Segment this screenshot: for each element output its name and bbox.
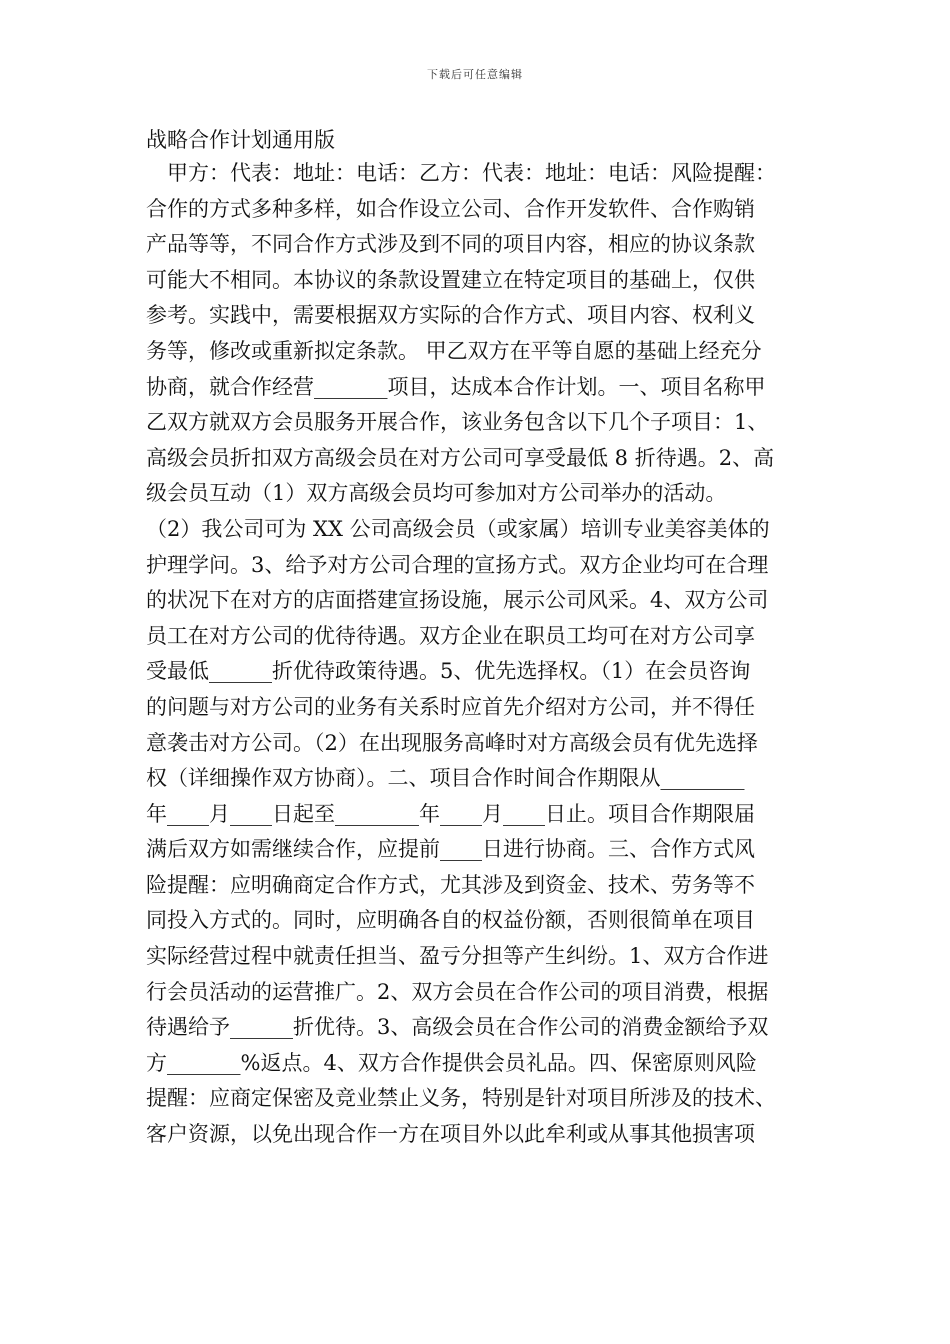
body-line: 年____月____日起至________年____月____日止。项目合作期限届 [146, 801, 755, 826]
body-line: 同投入方式的。同时，应明确各自的权益份额，否则很简单在项目 [146, 908, 755, 933]
body-line: 甲方：代表：地址：电话：乙方：代表：地址：电话：风险提醒： [146, 161, 776, 185]
body-line: 级会员互动（1）双方高级会员均可参加对方公司举办的活动。 [146, 481, 727, 506]
body-line: 可能大不相同。本协议的条款设置建立在特定项目的基础上，仅供 [146, 267, 755, 292]
body-line: 意袭击对方公司。（2）在出现服务高峰时对方高级会员有优先选择 [146, 730, 758, 755]
body-line: 的状况下在对方的店面搭建宣扬设施，展示公司风采。4、双方公司 [146, 588, 769, 613]
body-line: 权（详细操作双方协商）。二、项目合作时间合作期限从________ [146, 766, 745, 791]
body-line: 护理学问。3、给予对方公司合理的宣扬方式。双方企业均可在合理 [146, 552, 769, 577]
body-line: 员工在对方公司的优待待遇。双方企业在职员工均可在对方公司享 [146, 623, 755, 648]
body-line: 乙双方就双方会员服务开展合作，该业务包含以下几个子项目：1、 [146, 410, 769, 435]
body-line: 方_______%返点。4、双方合作提供会员礼品。四、保密原则风险 [146, 1050, 757, 1075]
body-line: 提醒：应商定保密及竞业禁止义务，特别是针对项目所涉及的技术、 [146, 1086, 776, 1111]
body-line: 产品等等，不同合作方式涉及到不同的项目内容，相应的协议条款 [146, 232, 755, 257]
header-note: 下载后可任意编辑 [427, 68, 523, 81]
body-line: （2）我公司可为 XX 公司高级会员（或家属）培训专业美容美体的 [146, 516, 770, 541]
body-line: 的问题与对方公司的业务有关系时应首先介绍对方公司，并不得任 [146, 694, 755, 719]
body-line: 客户资源，以免出现合作一方在项目外以此牟利或从事其他损害项 [146, 1122, 755, 1147]
body-line: 待遇给予______折优待。3、高级会员在合作公司的消费金额给予双 [146, 1015, 769, 1040]
body-line: 行会员活动的运营推广。2、双方会员在合作公司的项目消费，根据 [146, 979, 769, 1004]
body-line: 参考。实践中，需要根据双方实际的合作方式、项目内容、权利义 [146, 303, 755, 328]
body-line: 高级会员折扣双方高级会员在对方公司可享受最低 8 折待遇。2、高 [146, 445, 775, 470]
document-body [146, 156, 818, 1153]
document-title: 战略合作计划通用版 [146, 128, 335, 152]
body-line: 满后双方如需继续合作，应提前____日进行协商。三、合作方式风 [146, 837, 755, 862]
body-line: 合作的方式多种多样，如合作设立公司、合作开发软件、合作购销 [146, 196, 755, 221]
body-line: 协商，就合作经营_______项目，达成本合作计划。一、项目名称甲 [146, 374, 766, 399]
body-line: 险提醒：应明确商定合作方式，尤其涉及到资金、技术、劳务等不 [146, 872, 755, 897]
body-line: 实际经营过程中就责任担当、盈亏分担等产生纠纷。1、双方合作进 [146, 944, 769, 969]
body-line: 务等，修改或重新拟定条款。 甲乙双方在平等自愿的基础上经充分 [146, 338, 762, 363]
body-line: 受最低______折优待政策待遇。5、优先选择权。（1）在会员咨询 [146, 659, 751, 684]
